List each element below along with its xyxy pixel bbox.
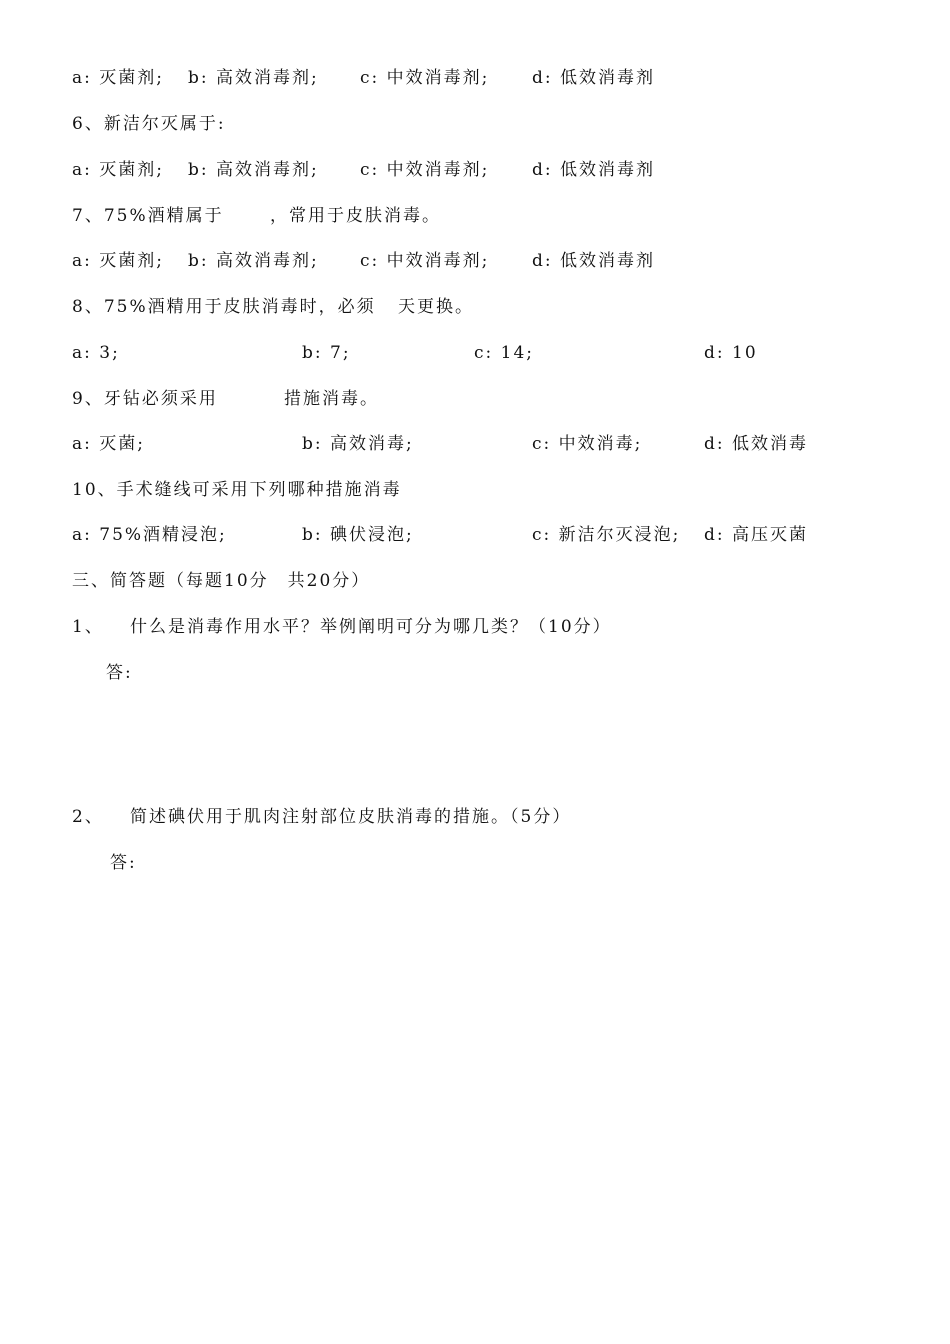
q8-option-b: b: 7; [302, 343, 351, 363]
question-10 [0, 477, 402, 503]
question-8 [0, 294, 474, 320]
short-answer-2 [0, 804, 572, 830]
question-7-stem-prefix: 7、75%酒精属于 [72, 206, 224, 226]
short-answer-1-answer-label: 答: [106, 663, 133, 683]
section-3-title: 三、简答题（每题10分 共20分） [72, 571, 371, 591]
short-answer-1 [0, 614, 612, 640]
q10-options-row [0, 522, 809, 548]
question-9-stem-prefix: 9、牙钻必须采用 [72, 389, 218, 409]
q10-option-d: d: 高压灭菌 [704, 525, 809, 545]
question-7-stem-suffix: ，常用于皮肤消毒。 [270, 206, 441, 226]
question-9-stem-suffix: 措施消毒。 [284, 389, 379, 409]
q7-options-row [0, 248, 656, 274]
q8-options-row [0, 340, 758, 366]
q6-option-c: c: 中效消毒剂; [360, 160, 490, 180]
q10-option-a: a: 75%酒精浸泡; [72, 525, 227, 545]
question-6-stem: 6、新洁尔灭属于: [72, 114, 226, 134]
q7-option-a: a: 灭菌剂; [72, 251, 164, 271]
q5-option-c: c: 中效消毒剂; [360, 68, 490, 88]
q5-option-d: d: 低效消毒剂 [532, 68, 656, 88]
q7-option-b: b: 高效消毒剂; [188, 251, 319, 271]
q9-options-row [0, 431, 809, 457]
q7-option-c: c: 中效消毒剂; [360, 251, 490, 271]
short-answer-2-answer [0, 850, 137, 876]
question-7 [0, 203, 441, 229]
q8-option-d: d: 10 [704, 343, 758, 363]
q6-option-a: a: 灭菌剂; [72, 160, 164, 180]
question-9 [0, 386, 379, 412]
q5-option-b: b: 高效消毒剂; [188, 68, 319, 88]
q8-option-a: a: 3; [72, 343, 120, 363]
q5-option-a: a: 灭菌剂; [72, 68, 164, 88]
question-6 [0, 111, 226, 137]
q9-option-d: d: 低效消毒 [704, 434, 809, 454]
q9-option-b: b: 高效消毒; [302, 434, 414, 454]
short-answer-1-answer [0, 660, 133, 686]
question-10-stem: 10、手术缝线可采用下列哪种措施消毒 [72, 480, 402, 500]
q5-options-row [0, 65, 656, 91]
short-answer-2-answer-label: 答: [110, 853, 137, 873]
q9-option-a: a: 灭菌; [72, 434, 145, 454]
short-answer-2-text: 简述碘伏用于肌肉注射部位皮肤消毒的措施。（5分） [130, 807, 572, 827]
q8-option-c: c: 14; [474, 343, 535, 363]
question-8-stem-prefix: 8、75%酒精用于皮肤消毒时，必须 [72, 297, 376, 317]
q7-option-d: d: 低效消毒剂 [532, 251, 656, 271]
question-8-stem-suffix: 天更换。 [398, 297, 474, 317]
section-3-heading [0, 568, 371, 594]
q6-option-d: d: 低效消毒剂 [532, 160, 656, 180]
q9-option-c: c: 中效消毒; [532, 434, 643, 454]
q6-options-row [0, 157, 656, 183]
short-answer-2-number: 2、 [72, 807, 104, 827]
q10-option-c: c: 新洁尔灭浸泡; [532, 525, 681, 545]
q6-option-b: b: 高效消毒剂; [188, 160, 319, 180]
short-answer-1-text: 什么是消毒作用水平？举例阐明可分为哪几类？（10分） [130, 617, 612, 637]
short-answer-1-number: 1、 [72, 617, 104, 637]
q10-option-b: b: 碘伏浸泡; [302, 525, 414, 545]
